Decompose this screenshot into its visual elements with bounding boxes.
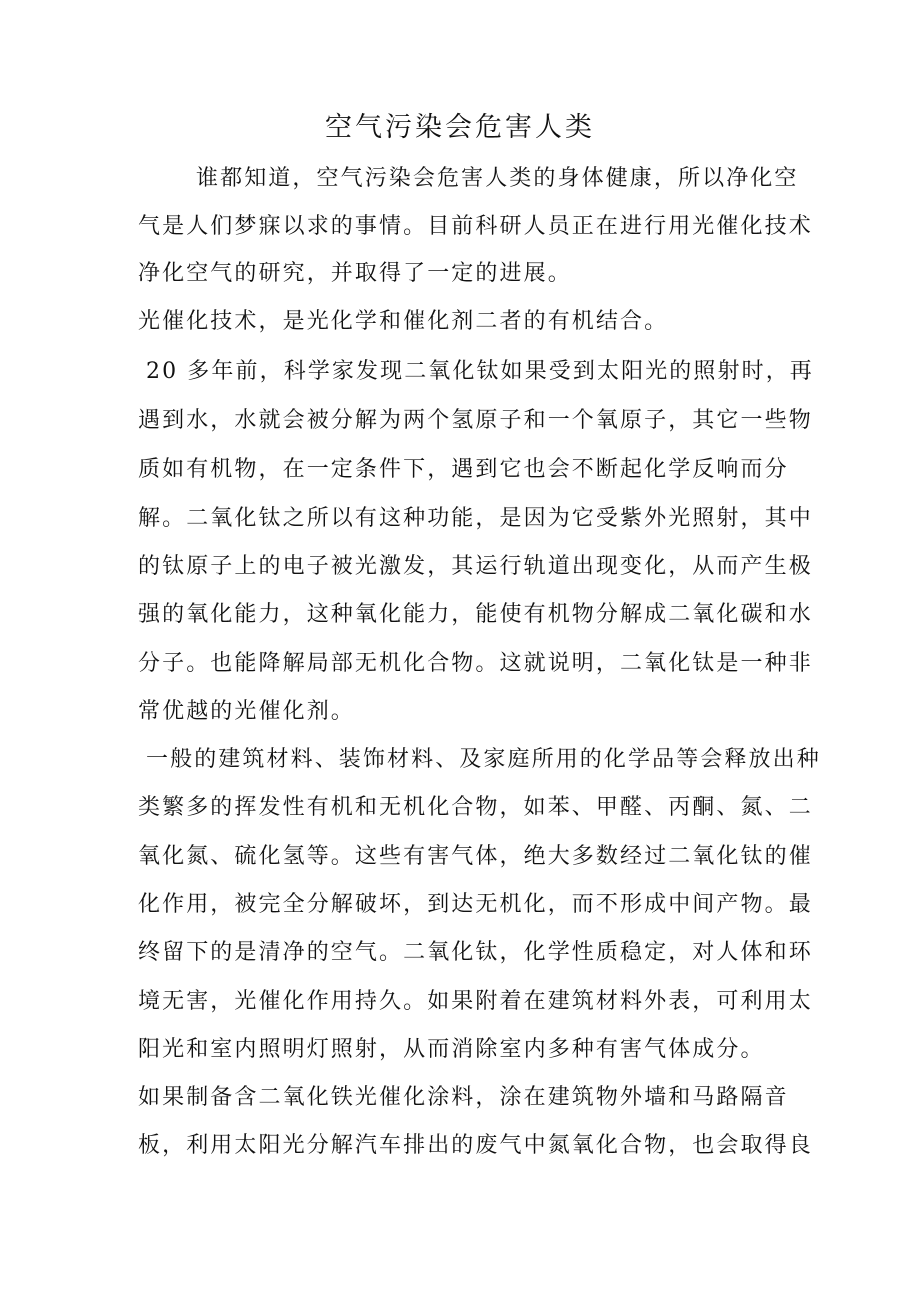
text-line: 终留下的是清净的空气。二氧化钛，化学性质稳定，对人体和环 [138,940,813,965]
text-line: 阳光和室内照明灯照射，从而消除室内多种有害气体成分。 [138,1037,765,1062]
text-line: 遇到水，水就会被分解为两个氢原子和一个氧原子，其它一些物 [138,408,813,433]
text-line: 境无害，光催化作用持久。如果附着在建筑材料外表，可利用太 [138,989,813,1014]
text-line: 谁都知道，空气污染会危害人类的身体健康，所以净化空 [196,166,799,191]
text-line: 板，利用太阳光分解汽车排出的废气中氮氧化合物，也会取得良 [138,1133,813,1158]
text-line: 化作用，被完全分解破坏，到达无机化，而不形成中间产物。最 [138,892,813,917]
text-line: 分子。也能降解局部无机化合物。这就说明，二氧化钛是一种非 [138,651,813,676]
text-line: 质如有机物，在一定条件下，遇到它也会不断起化学反响而分 [138,457,789,482]
text-line: 气是人们梦寐以求的事情。目前科研人员正在进行用光催化技术 [138,214,813,239]
text-line: 解。二氧化钛之所以有这种功能，是因为它受紫外光照射，其中 [138,506,813,531]
document-title: 空气污染会危害人类 [325,112,595,143]
text-line: 如果制备含二氧化铁光催化涂料，涂在建筑物外墙和马路隔音 [138,1085,789,1110]
text-line: 常优越的光催化剂。 [138,699,355,724]
text-line: 强的氧化能力，这种氧化能力，能使有机物分解成二氧化碳和水 [138,602,813,627]
text-line: 光催化技术，是光化学和催化剂二者的有机结合。 [138,309,669,334]
text-line: 净化空气的研究，并取得了一定的进展。 [138,261,572,286]
text-line: 20 多年前，科学家发现二氧化钛如果受到太阳光的照射时，再 [146,359,814,384]
text-line: 类繁多的挥发性有机和无机化合物，如苯、甲醛、丙酮、氮、二 [138,795,813,820]
text-line: 的钛原子上的电子被光激发，其运行轨道出现变化，从而产生极 [138,554,813,579]
text-line: 一般的建筑材料、装饰材料、及家庭所用的化学品等会释放出种 [146,747,821,772]
text-line: 氧化氮、硫化氢等。这些有害气体，绝大多数经过二氧化钛的催 [138,844,813,869]
